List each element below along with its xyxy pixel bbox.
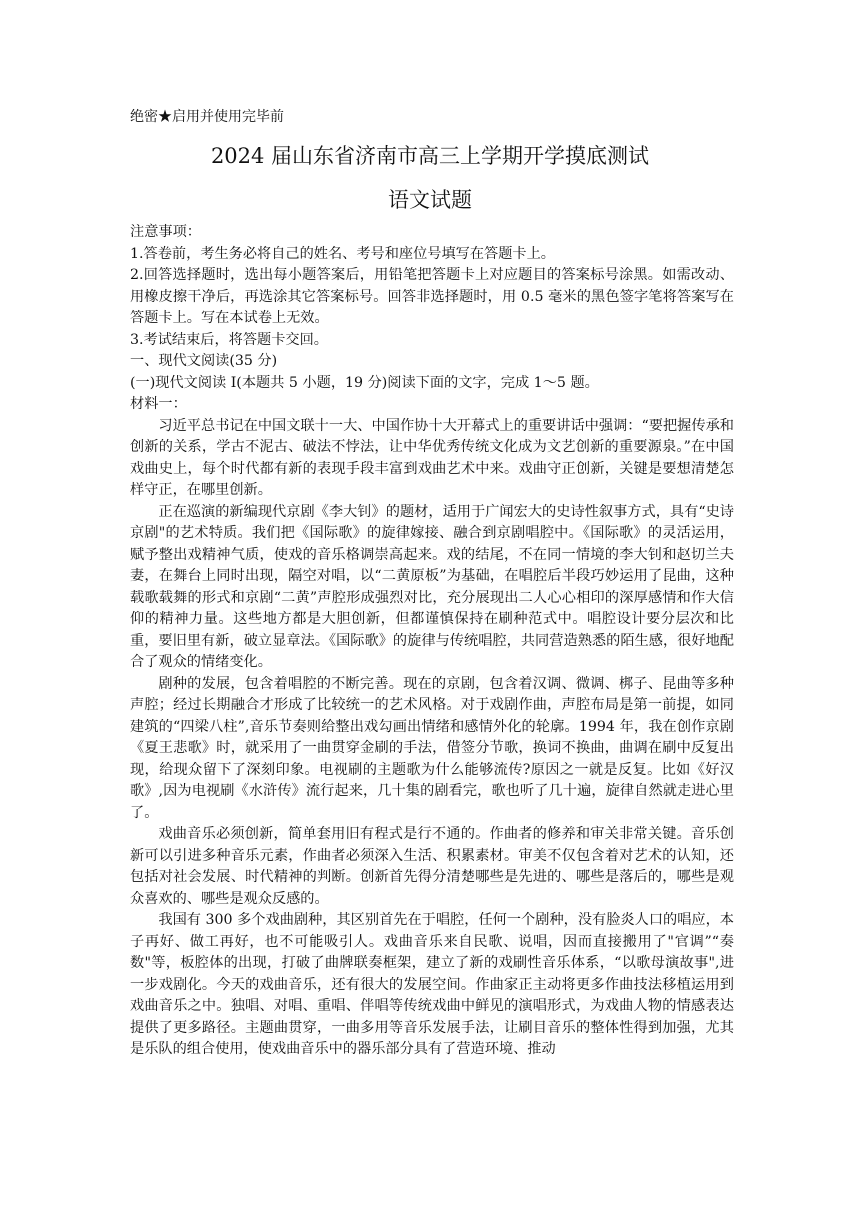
note-item-3: 3.考试结束后，将答题卡交回。 xyxy=(130,331,328,348)
note-item-1: 1.答卷前，考生务必将自己的姓名、考号和座位号填写在答题卡上。 xyxy=(130,245,555,262)
material-paragraph-1: 习近平总书记在中国文联十一大、中国作协十大开幕式上的重要讲话中强调：“要把握传承和创新的关系，学古不泥古、破法不悖法，让中华优秀传统文化成为文艺创新的重要源泉。”在中国戏曲史上，每个时代都有新的表现手段丰富到戏曲艺术中来。戏曲守正创新，关键是要想清楚怎样守正，在哪里创新。 xyxy=(130,417,734,498)
material-label: 材料一： xyxy=(130,396,187,412)
section-heading: 一、现代文阅读(35 分) xyxy=(130,353,278,369)
material-paragraph-3: 剧种的发展，包含着唱腔的不断完善。现在的京剧，包含着汉调、微调、梆子、昆曲等多种声腔；经过长期融合才形成了比较统一的艺术风格。对于戏剧作曲，声腔布局是第一前提，如同建筑的“四梁八柱”,音乐节奏则给整出戏勾画出情绪和感情外化的轮廓。1994 年，我在创作京剧《夏王悲歌》时，就采用了一曲贯穿金刷的手法，借签分节歌，换词不换曲，曲调在刷中反复出现，给现众留下了深刻印象。电视刷的主题歌为什么能够流传?原因之一就是反复。比如《好汉歌》,因为电视刷《水浒传》流行起来，几十集的剧看完，歌也听了几十遍，旋律自然就走进心里了。 xyxy=(130,675,734,821)
confidential-label: 绝密★启用并使用完毕前 xyxy=(130,109,284,125)
exam-title: 2024 届山东省济南市高三上学期开学摸底测试 xyxy=(210,144,650,168)
exam-subtitle: 语文试题 xyxy=(388,188,472,212)
notes-heading: 注意事项： xyxy=(130,224,201,240)
note-item-2: 2.回答选择题时，选出每小题答案后，用铅笔把答题卡上对应题目的答案标号涂黑。如需改动、用橡皮擦干净后，再选涂其它答案标号。回答非选择题时，用 0.5 毫米的黑色签字笔将答案写在答题卡上。写在本试卷上无效。 xyxy=(130,267,734,326)
section-subheading: (一)现代文阅读 I(本题共 5 小题，19 分)阅读下面的文字，完成 1～5 题。 xyxy=(130,374,599,391)
material-paragraph-4: 戏曲音乐必须创新，简单套用旧有程式是行不通的。作曲者的修养和审关非常关键。音乐创新可以引进多种音乐元素，作曲者必须深入生活、积累素材。审美不仅包含着对艺术的认知，还包括对社会发展、时代精神的判断。创新首先得分清楚哪些是先进的、哪些是落后的，哪些是观众喜欢的、哪些是观众反感的。 xyxy=(130,826,734,907)
exam-body xyxy=(130,222,734,1061)
material-paragraph-2: 正在巡演的新编现代京剧《李大钊》的题材，适用于广闻宏大的史诗性叙事方式，具有“史诗京剧"的艺术特质。我们把《国际歌》的旋律嫁接、融合到京剧唱腔中。《国际歌》的灵活运用，赋予整出戏精神气质，使戏的音乐格调崇高起来。戏的结尾，不在同一情境的李大钊和赵切兰夫妻，在舞台上同时出现，隔空对唱，以“二黄原板”为基础，在唱腔后半段巧妙运用了昆曲，这种载歌载舞的形式和京剧“二黄”声腔形成强烈对比，充分展现出二人心心相印的深厚感情和作大信仰的精神力量。这些地方都是大胆创新，但都谨慎保持在刷种范式中。唱腔设计要分层次和比重，要旧里有新，破立显章法。《国际歌》的旋律与传统唱腔，共同营造熟悉的陌生感，很好地配合了观众的情绪变化。 xyxy=(130,503,734,670)
material-paragraph-5: 我国有 300 多个戏曲剧种，其区别首先在于唱腔，任何一个剧种，没有脸炎人口的唱应，本子再好、做工再好，也不可能吸引人。戏曲音乐来自民歌、说唱，因而直接搬用了"官调”“奏数"等，板腔体的出现，打破了曲牌联奏框架，建立了新的戏刷性音乐体系，“以歌母演故事",进一步戏剧化。今天的戏曲音乐，还有很大的发展空间。作曲家正主动将更多作曲技法移植运用到戏曲音乐之中。独唱、对唱、重唱、伴唱等传统戏曲中鲜见的演唱形式，为戏曲人物的情感表达提供了更多路径。主题曲贯穿，一曲多用等音乐发展手法，让刷目音乐的整体性得到加强，尤其是乐队的组合使用，使戏曲音乐中的器乐部分具有了营造环境、推动 xyxy=(130,912,734,1057)
